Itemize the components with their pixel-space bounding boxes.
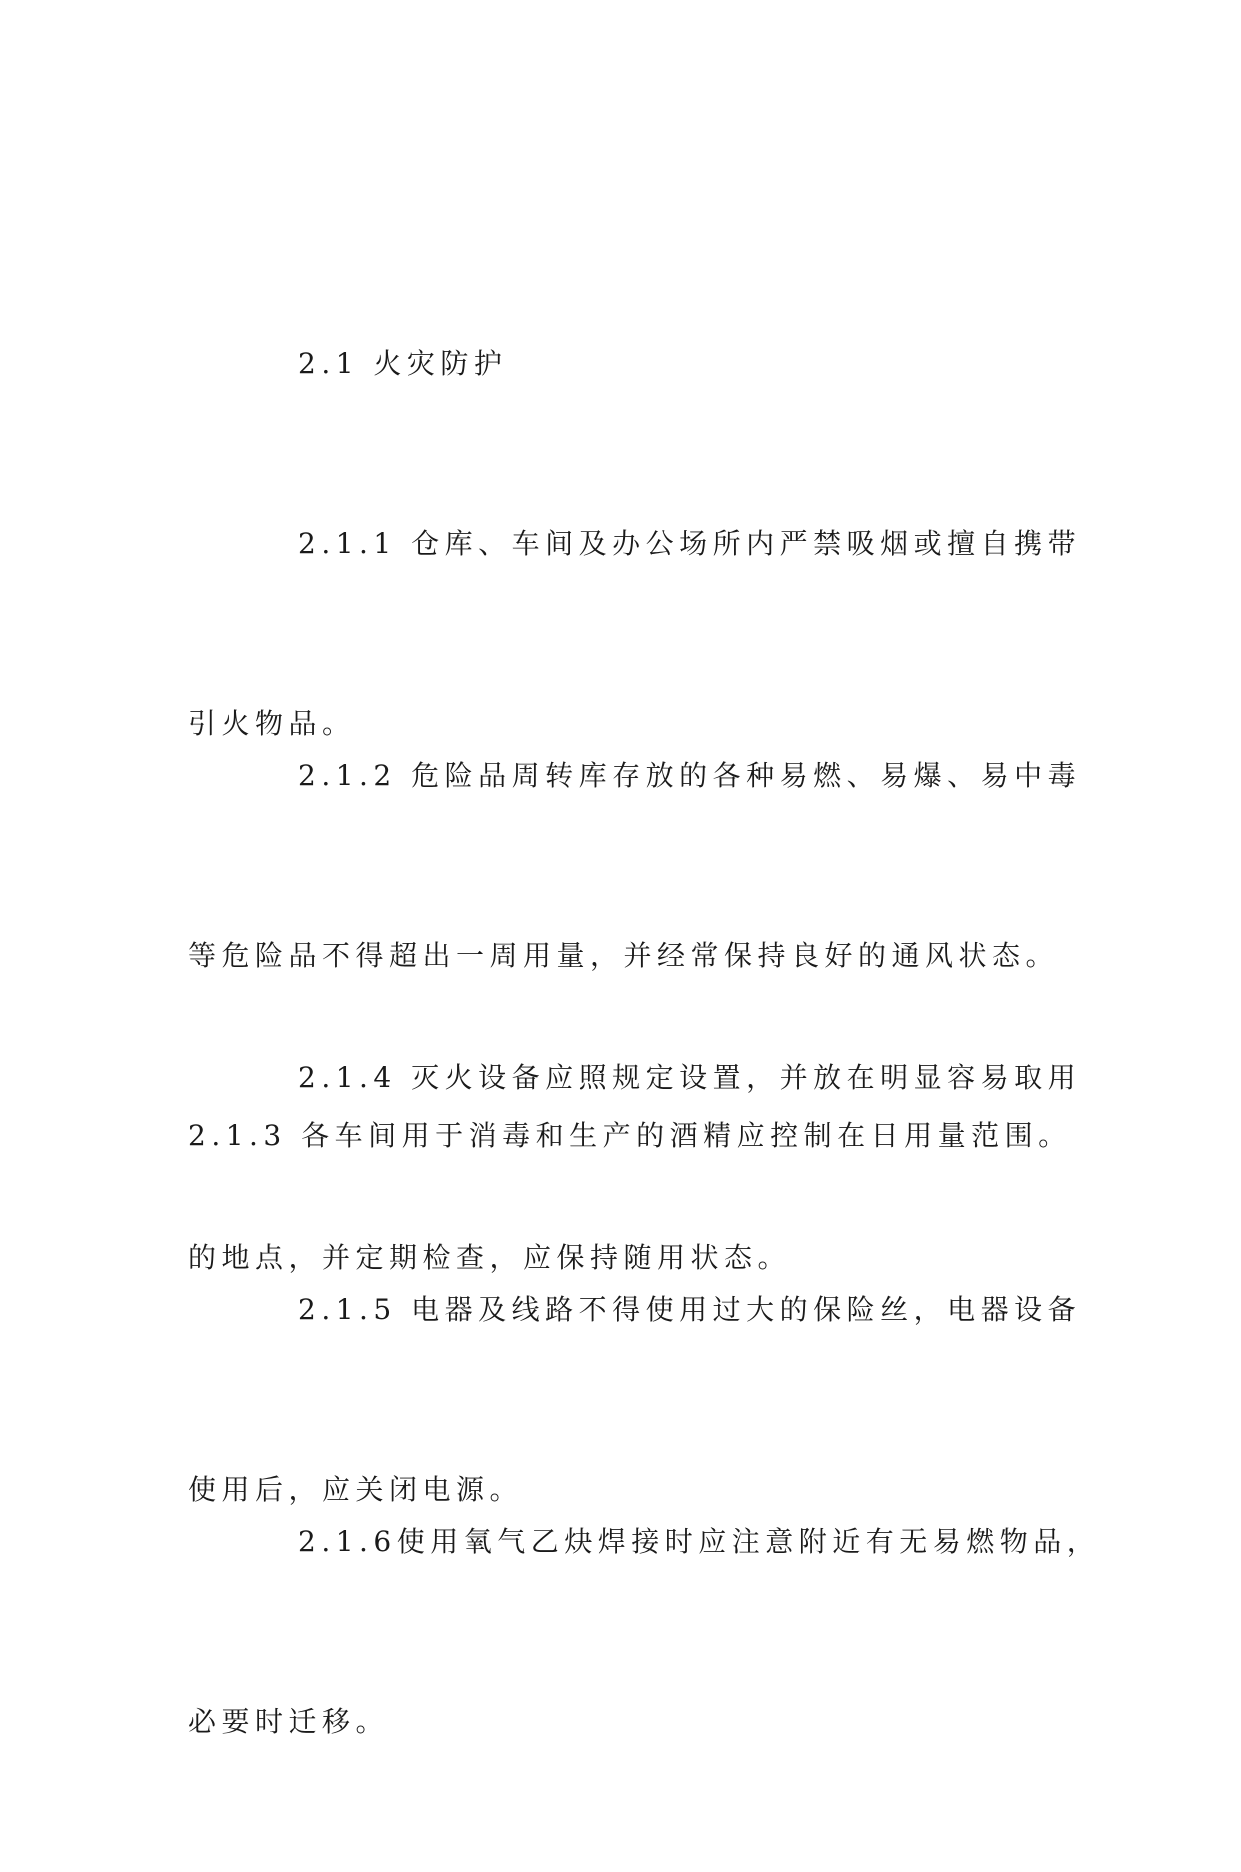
paragraph-line: 的地点，并定期检查，应保持随用状态。 [188, 1241, 792, 1274]
paragraph-line: 引火物品。 [188, 707, 356, 740]
paragraph-line: 2.1.6使用氧气乙炔焊接时应注意附近有无易燃物品， [298, 1525, 1101, 1558]
paragraph-line: 2.1.5 电器及线路不得使用过大的保险丝，电器设备 [298, 1293, 1082, 1326]
paragraph-line: 2.1.1 仓库、车间及办公场所内严禁吸烟或擅自携带 [298, 527, 1082, 560]
paragraph-line: 等危险品不得超出一周用量，并经常保持良好的通风状态。 [188, 939, 1060, 972]
paragraph-2-1-6 [188, 1392, 1101, 1872]
paragraph-line: 2.1.2 危险品周转库存放的各种易燃、易爆、易中毒 [298, 759, 1082, 792]
paragraph-line: 必要时迁移。 [188, 1705, 390, 1738]
paragraph-line: 使用后，应关闭电源。 [188, 1473, 524, 1506]
paragraph-line: 2.1.3 各车间用于消毒和生产的酒精应控制在日用量范围。 [188, 1119, 1072, 1152]
paragraph-line: 2.1.4 灭火设备应照规定设置，并放在明显容易取用 [298, 1061, 1082, 1094]
heading-text: 2.1 火灾防护 [298, 347, 508, 380]
